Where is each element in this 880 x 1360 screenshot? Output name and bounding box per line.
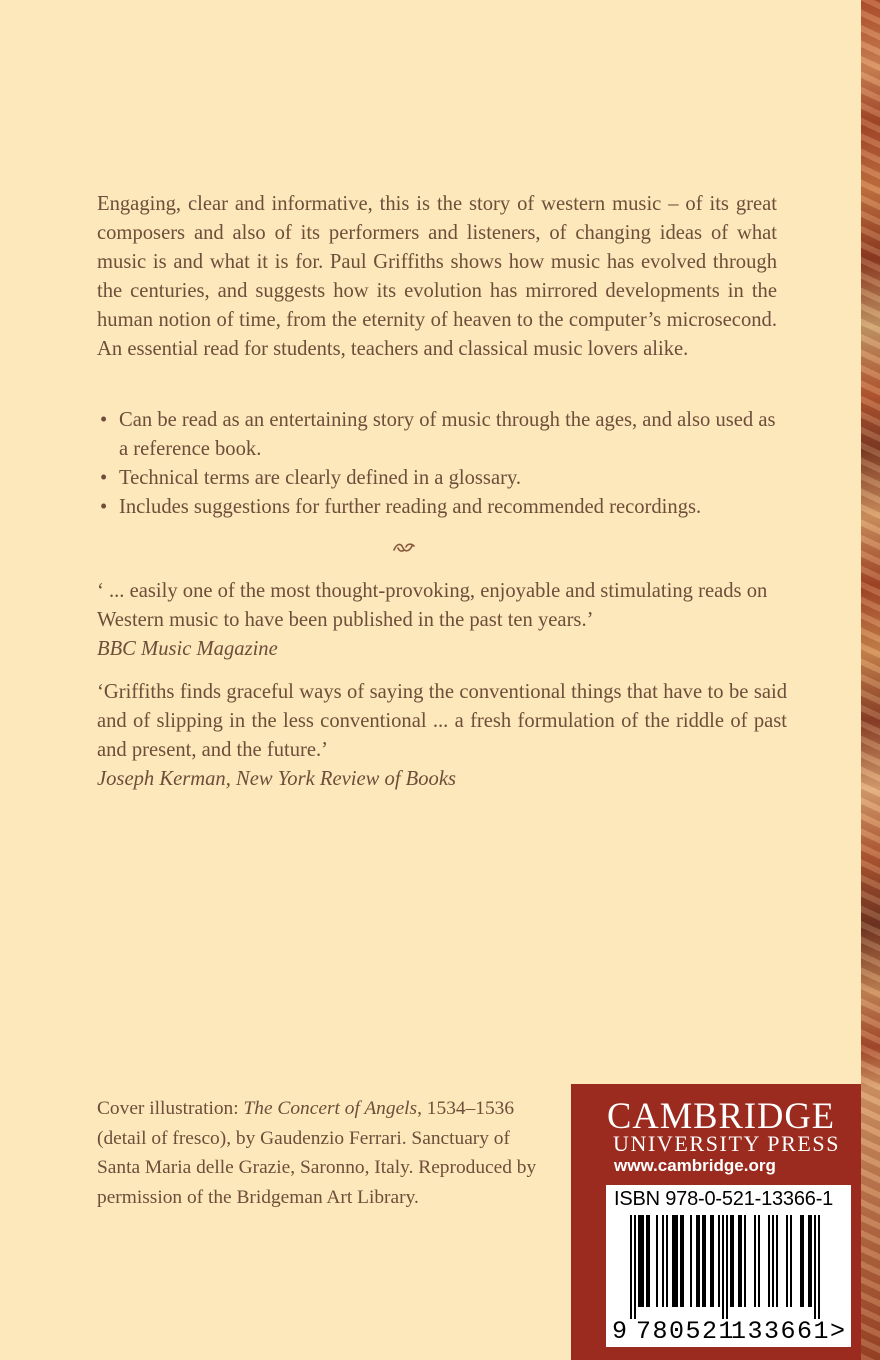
barcode-bar — [786, 1215, 788, 1307]
barcode-bar — [732, 1215, 734, 1307]
publisher-name: CAMBRIDGE — [607, 1095, 836, 1136]
barcode-bar — [808, 1215, 810, 1307]
feature-list-item: • Technical terms are clearly defined in a glossary. — [98, 464, 788, 493]
barcode-bar — [726, 1215, 728, 1319]
barcode-bar — [648, 1215, 650, 1307]
barcode-bar — [696, 1215, 698, 1307]
barcode-bar — [730, 1215, 732, 1307]
barcode-bar — [674, 1215, 676, 1307]
barcode-bar — [704, 1215, 706, 1307]
barcode-bar — [630, 1215, 632, 1319]
barcode-digit-lead: 9 — [612, 1317, 628, 1346]
barcode-icon — [612, 1215, 844, 1319]
barcode-bar — [642, 1215, 644, 1307]
bullet-icon: • — [100, 467, 108, 489]
barcode-bar — [772, 1215, 774, 1307]
review-source: BBC Music Magazine — [97, 638, 278, 660]
barcode-box — [606, 1185, 851, 1347]
barcode-bar — [768, 1215, 770, 1307]
cover-fresco-edge — [861, 0, 880, 1360]
bullet-icon: • — [100, 496, 108, 518]
review-text: ‘ ... easily one of the most thought-provoking, enjoyable and stimulating reads on Western music to have been published in the past ten years.’ — [97, 580, 768, 631]
barcode-digits — [610, 1317, 850, 1347]
barcode-bar — [666, 1215, 668, 1307]
barcode-bar — [710, 1215, 712, 1307]
barcode-bar — [818, 1215, 820, 1319]
barcode-bar — [702, 1215, 704, 1307]
barcode-bar — [802, 1215, 804, 1307]
cover-illustration-credit: Cover illustration: The Concert of Angels, 1534–1536 (detail of fresco), by Gaudenzio Ferrari. Sanctuary of Santa Maria delle Grazie, Saronno, Italy. Reproduced by permission of the Bridgeman Art Library. — [97, 1098, 537, 1208]
barcode-bar — [814, 1215, 816, 1319]
barcode-bar — [656, 1215, 658, 1307]
barcode-bar — [718, 1215, 720, 1307]
review-source: Joseph Kerman, New York Review of Books — [97, 768, 457, 790]
barcode-bar — [698, 1215, 700, 1307]
barcode-bar — [800, 1215, 802, 1307]
barcode-quiet-zone-marker: > — [830, 1317, 846, 1346]
isbn-label: ISBN 978-0-521-13366-1 — [614, 1188, 834, 1210]
barcode-bar — [690, 1215, 692, 1307]
review-text: ‘Griffiths finds graceful ways of saying the conventional things that have to be said and of slipping in the less conventional ... a fresh formulation of the riddle of past and present, and the future.’ — [97, 681, 787, 761]
artwork-title: The Concert of Angels — [243, 1098, 418, 1119]
barcode-bar — [722, 1215, 724, 1319]
barcode-bar — [676, 1215, 678, 1307]
barcode-bar — [790, 1215, 792, 1307]
barcode-bar — [758, 1215, 760, 1307]
barcode-bar — [680, 1215, 682, 1307]
barcode-bar — [776, 1215, 778, 1307]
barcode-bar — [810, 1215, 812, 1307]
review-quote — [97, 577, 787, 664]
fleuron-icon — [392, 541, 416, 555]
barcode-bar — [640, 1215, 642, 1307]
barcode-bar — [712, 1215, 714, 1307]
barcode-bar — [744, 1215, 746, 1307]
barcode-bar — [740, 1215, 742, 1307]
barcode-bar — [672, 1215, 674, 1307]
barcode-bar — [682, 1215, 684, 1307]
barcode-bar — [754, 1215, 756, 1307]
publisher-block — [571, 1084, 861, 1360]
barcode-bar — [634, 1215, 636, 1319]
feature-list — [98, 406, 788, 522]
barcode-digits-left: 780521 — [636, 1317, 736, 1346]
barcode-digits-right: 133661 — [731, 1317, 831, 1346]
bullet-icon: • — [100, 409, 108, 431]
review-quote — [97, 678, 787, 794]
barcode-bar — [646, 1215, 648, 1307]
barcode-bar — [662, 1215, 664, 1307]
book-description: Engaging, clear and informative, this is the story of western music – of its great composers and also of its performers and listeners, of changing ideas of what music is and what it is for. Paul Griffiths shows how music has evolved through the centuries, and suggests how its evolution has mirrored developments in the human notion of time, from the eternity of heaven to the computer’s microsecond. An essential read for students, teachers and classical music lovers alike. — [97, 193, 777, 360]
feature-list-item: • Can be read as an entertaining story of music through the ages, and also used as a reference book. — [98, 406, 788, 464]
publisher-subtitle: UNIVERSITY PRESS — [613, 1131, 841, 1156]
barcode-bar — [638, 1215, 640, 1307]
publisher-url: www.cambridge.org — [614, 1156, 776, 1175]
barcode-bar — [738, 1215, 740, 1307]
feature-list-item: • Includes suggestions for further reading and recommended recordings. — [98, 493, 788, 522]
